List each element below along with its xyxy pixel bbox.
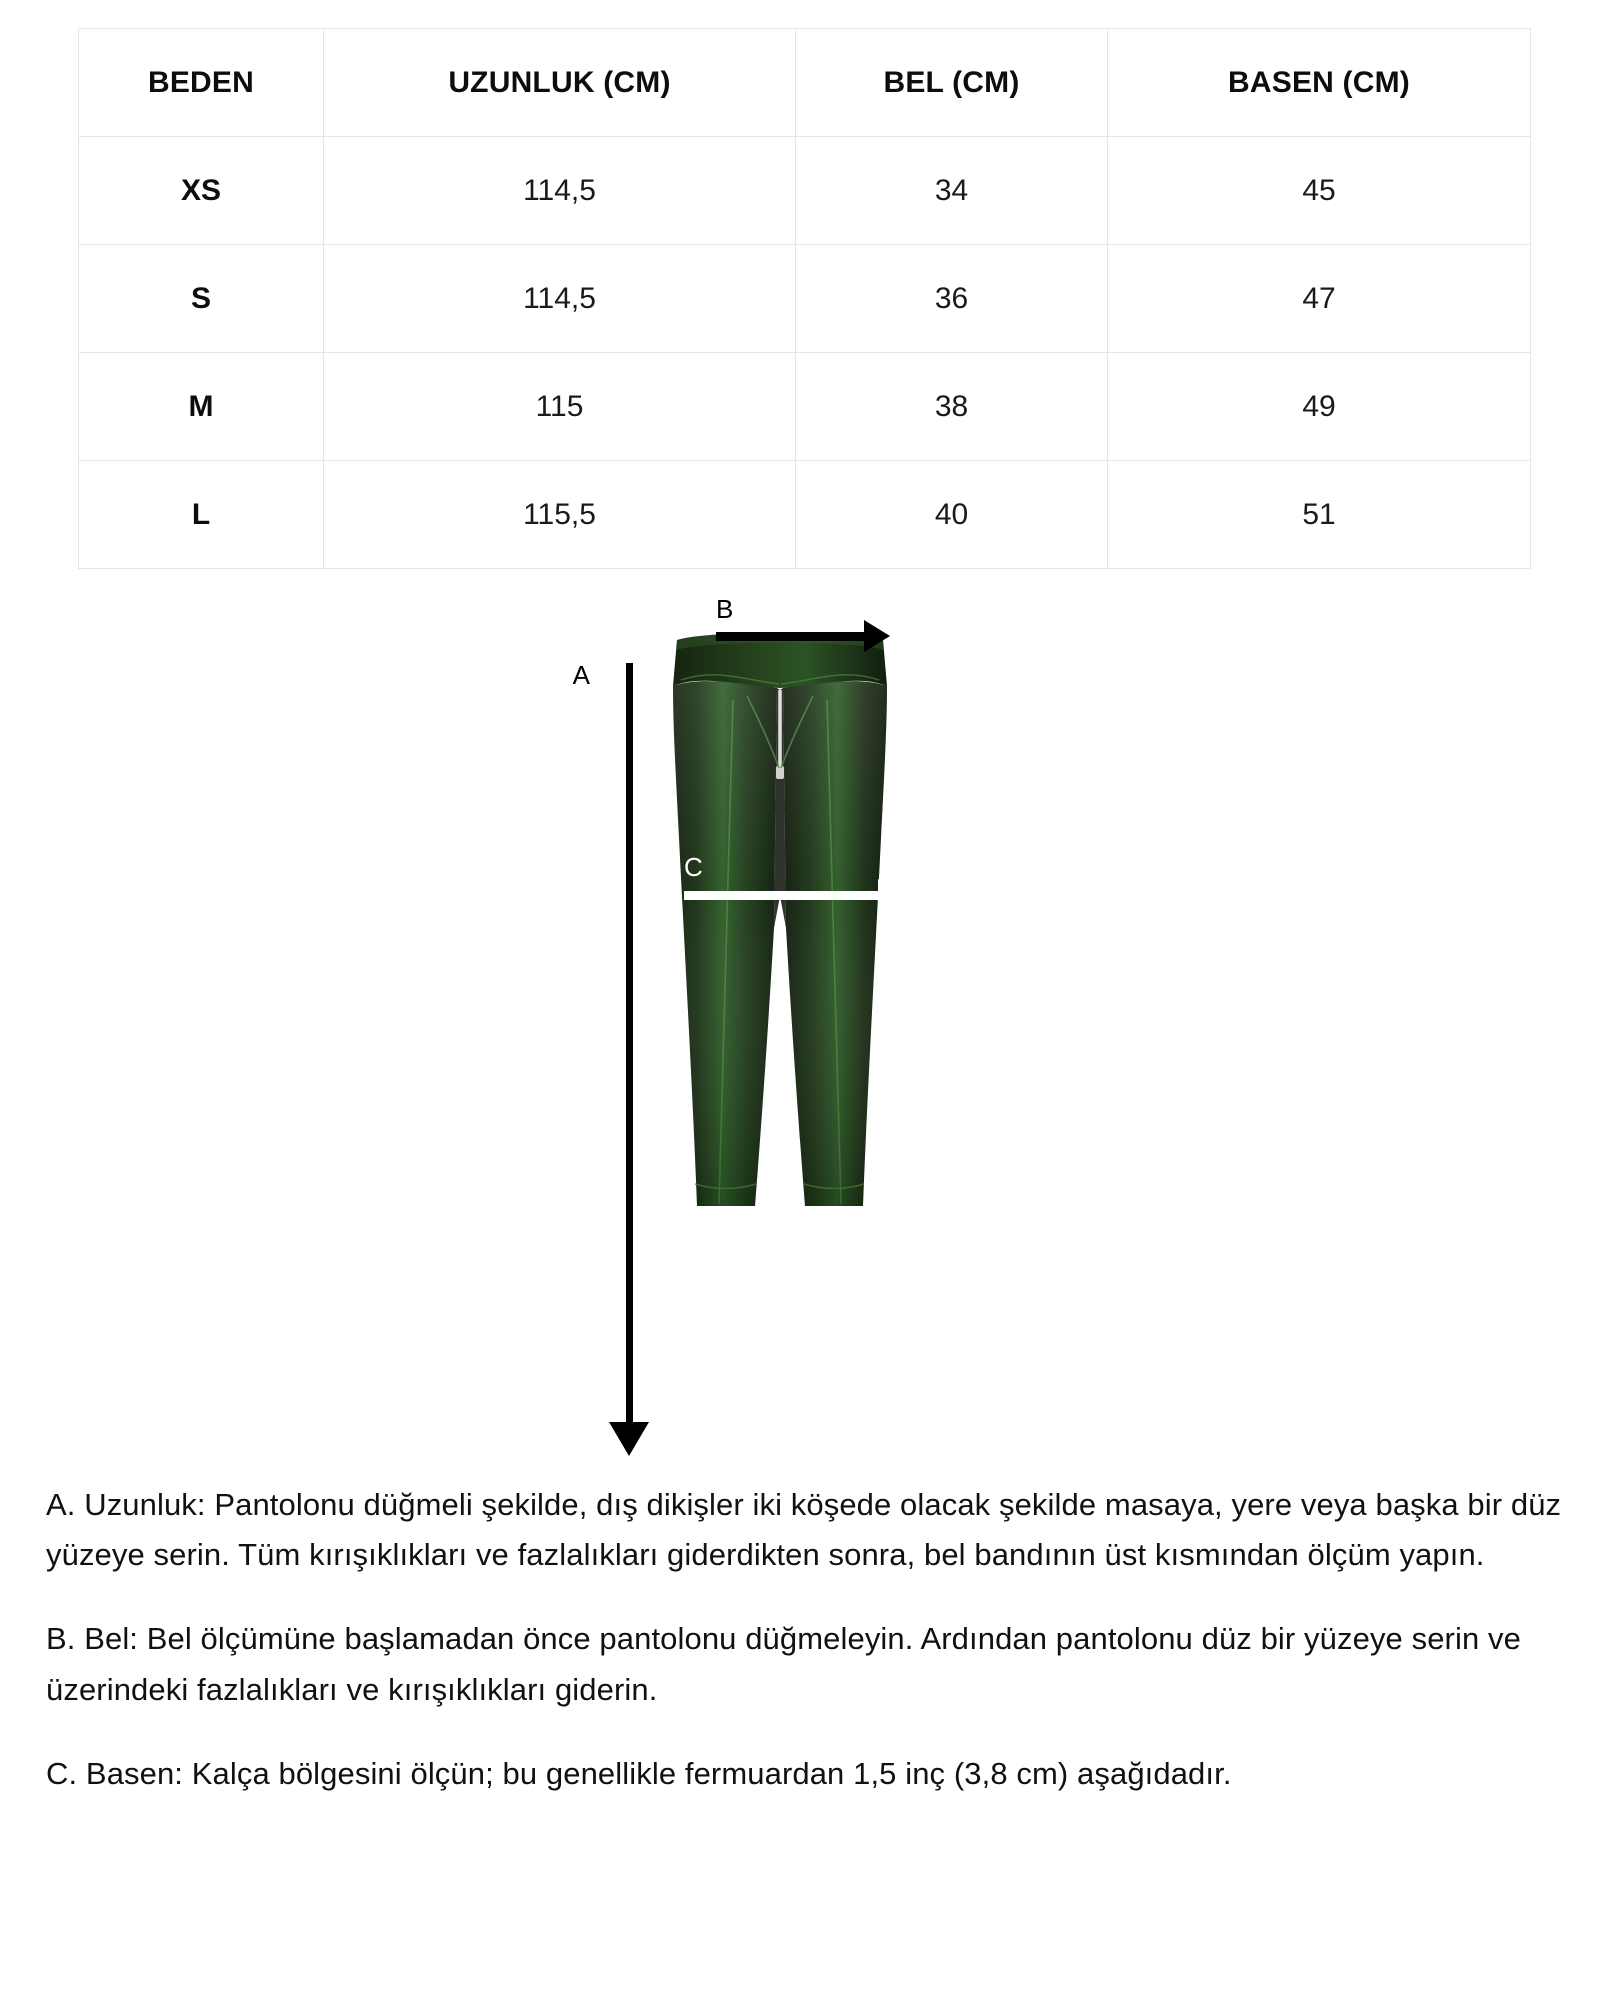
cell-waist: 40	[796, 461, 1108, 569]
cell-waist: 34	[796, 137, 1108, 245]
cell-size: L	[79, 461, 324, 569]
column-header-bel: BEL (CM)	[796, 29, 1108, 137]
arrow-down-icon	[609, 1422, 649, 1456]
instruction-length: A. Uzunluk: Pantolonu düğmeli şekilde, dış dikişler iki köşede olacak şekilde masaya, yere veya başka bir düz yüzeye serin. Tüm kırışıklıkları ve fazlalıkları giderdikten sonra, bel bandının üst kısmından ölçüm yapın.	[46, 1487, 1562, 1573]
instruction-waist: B. Bel: Bel ölçümüne başlamadan önce pantolonu düğmeleyin. Ardından pantolonu düz bir yüzeye serin ve üzerindeki fazlalıkları ve kırışıklıkları giderin.	[46, 1621, 1521, 1707]
measurement-label-b: B	[716, 594, 734, 624]
measurement-line-a	[626, 663, 633, 1428]
arrow-right-icon	[864, 620, 890, 652]
arrow-right-icon	[878, 879, 904, 911]
cell-length: 115	[324, 353, 796, 461]
column-header-basen: BASEN (CM)	[1108, 29, 1531, 137]
size-table-container	[78, 28, 1530, 569]
cell-size: S	[79, 245, 324, 353]
trousers-illustration	[655, 628, 905, 1218]
measurement-diagram	[0, 594, 1600, 1450]
cell-size: XS	[79, 137, 324, 245]
cell-length: 114,5	[324, 137, 796, 245]
measurement-instructions	[46, 1480, 1566, 1799]
column-header-beden: BEDEN	[79, 29, 324, 137]
cell-length: 115,5	[324, 461, 796, 569]
instruction-hip: C. Basen: Kalça bölgesini ölçün; bu genellikle fermuardan 1,5 inç (3,8 cm) aşağıdadır.	[46, 1755, 1232, 1791]
cell-hip: 47	[1108, 245, 1531, 353]
cell-hip: 51	[1108, 461, 1531, 569]
table-row	[79, 353, 1531, 461]
table-row	[79, 137, 1531, 245]
size-table	[78, 28, 1531, 569]
cell-waist: 36	[796, 245, 1108, 353]
table-row	[79, 245, 1531, 353]
cell-waist: 38	[796, 353, 1108, 461]
column-header-uzunluk: UZUNLUK (CM)	[324, 29, 796, 137]
table-header-row	[79, 29, 1531, 137]
cell-length: 114,5	[324, 245, 796, 353]
measurement-line-b	[716, 632, 868, 641]
cell-hip: 49	[1108, 353, 1531, 461]
measurement-label-a: A	[572, 660, 590, 690]
table-row	[79, 461, 1531, 569]
cell-size: M	[79, 353, 324, 461]
measurement-line-c	[684, 891, 882, 900]
cell-hip: 45	[1108, 137, 1531, 245]
measurement-label-c: C	[684, 852, 703, 882]
